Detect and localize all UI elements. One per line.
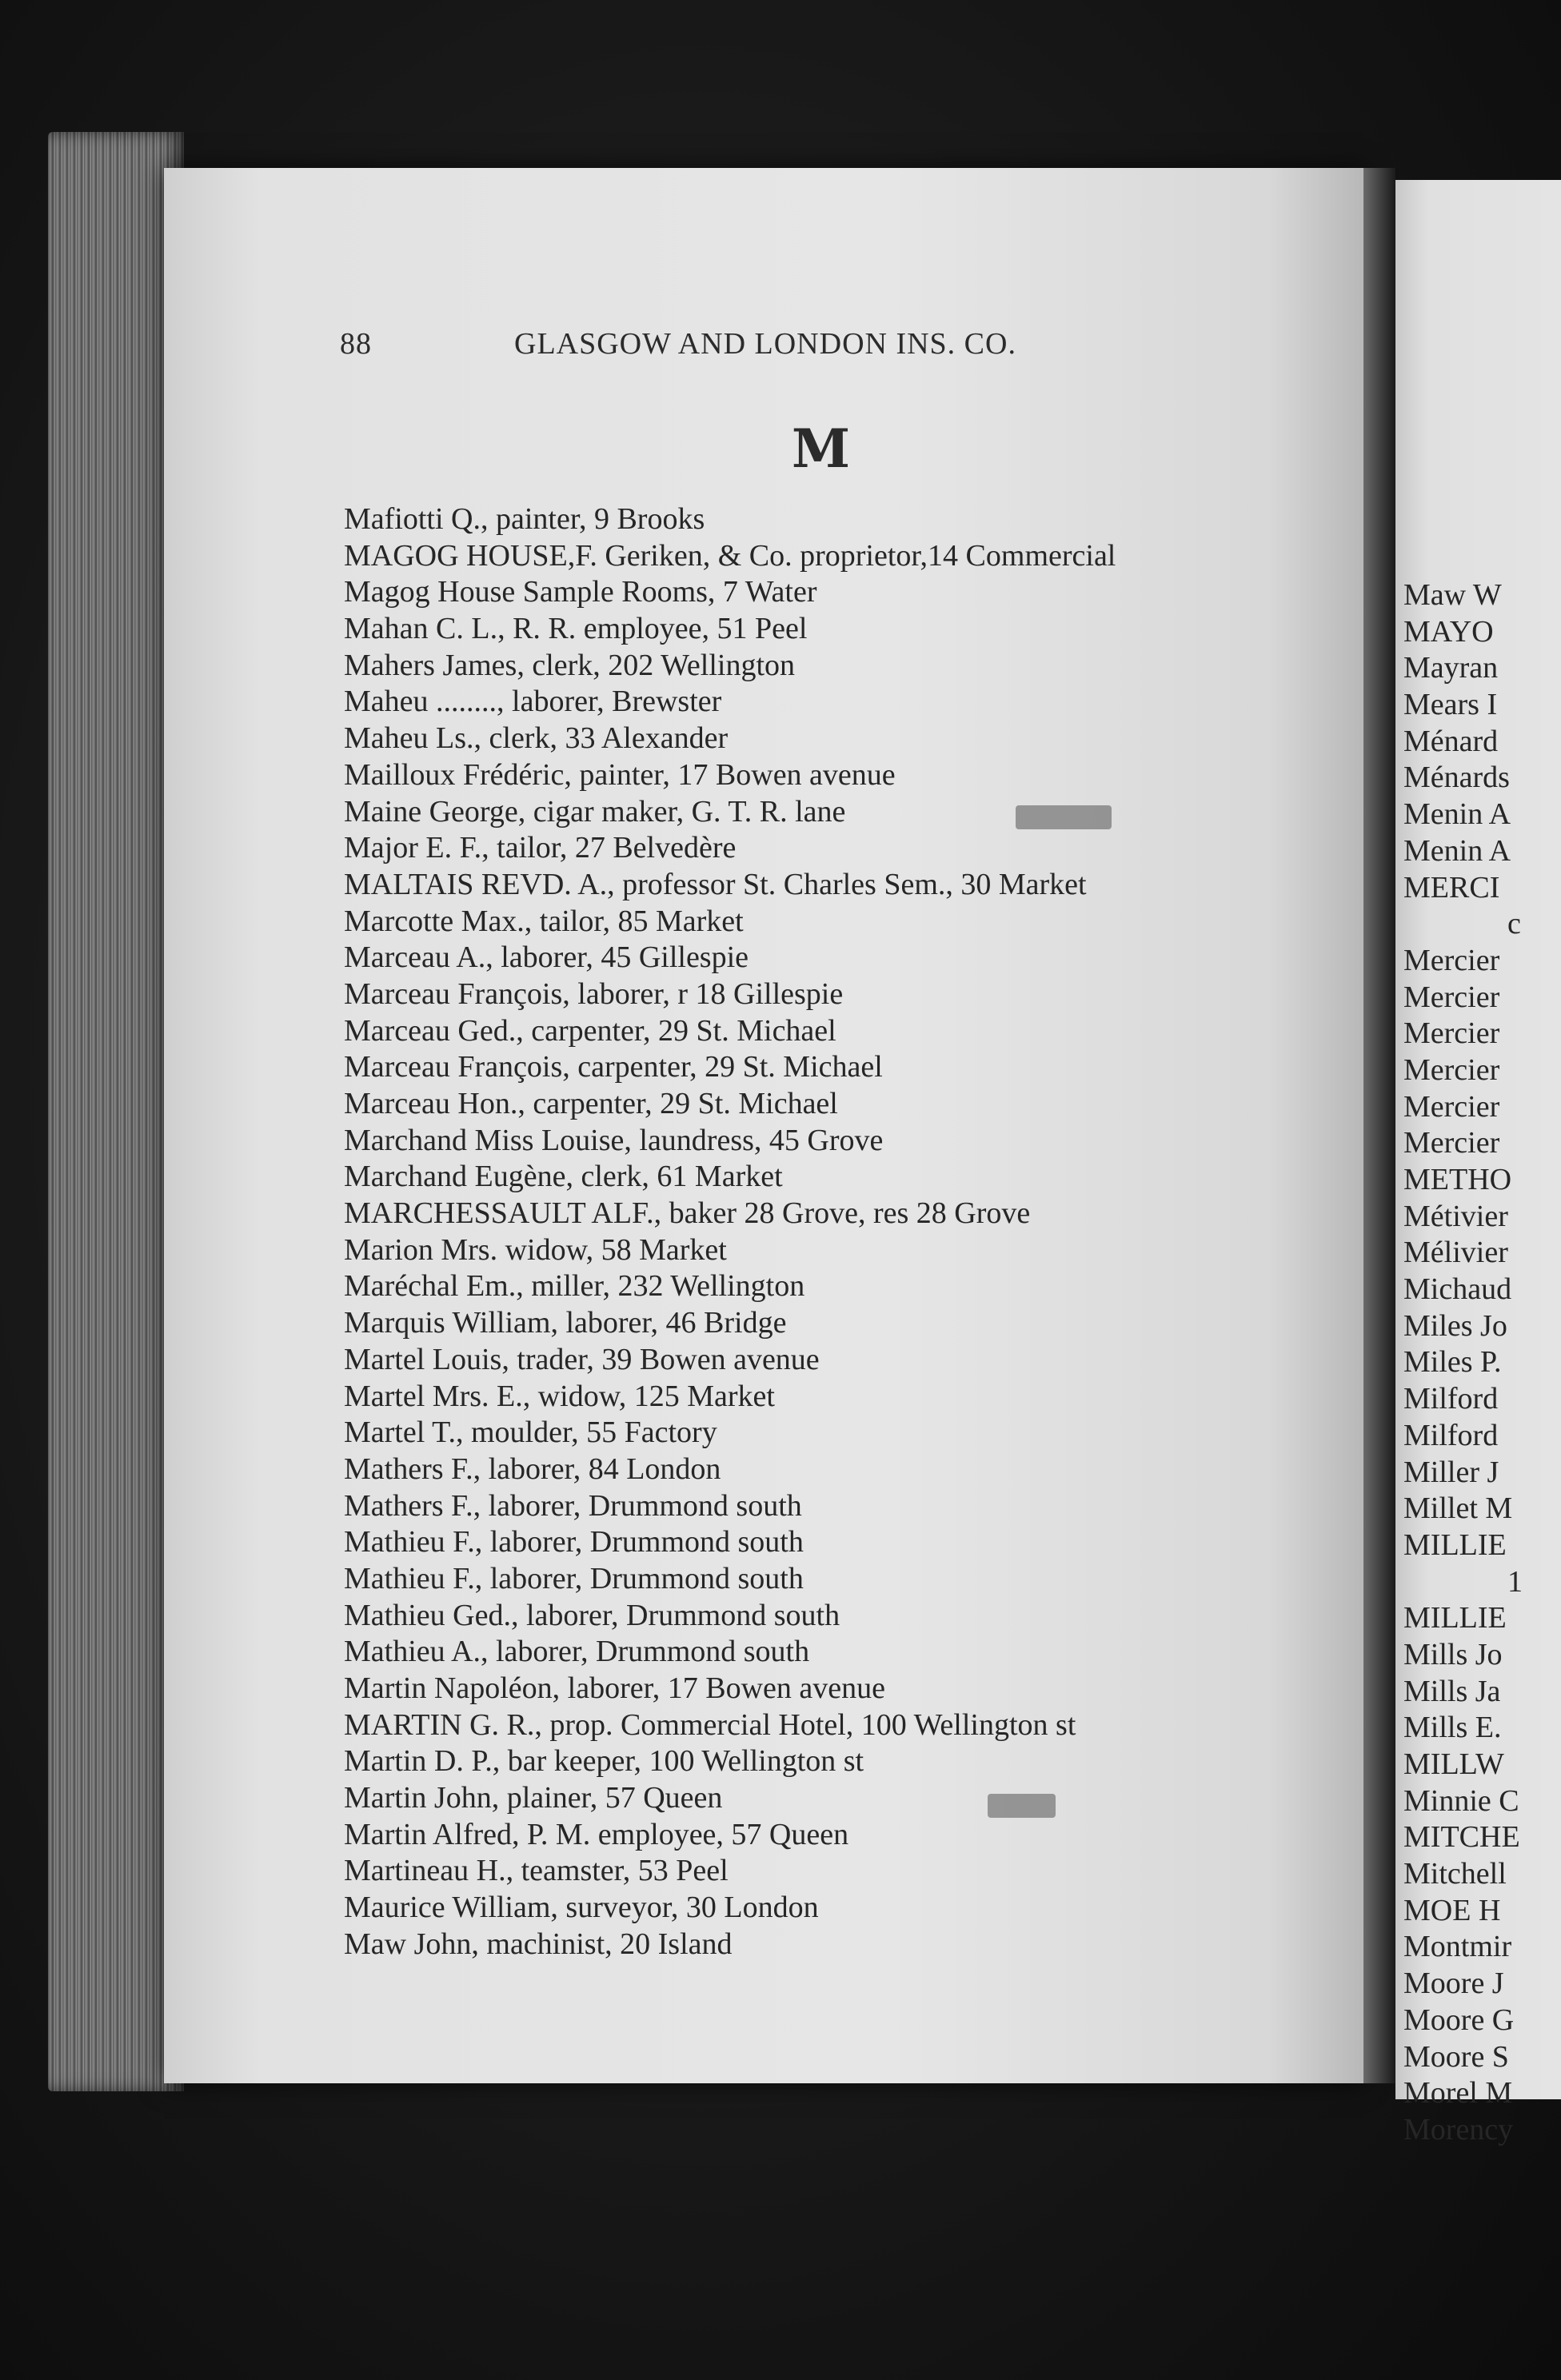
right-page-entry-fragment: METHO — [1403, 1163, 1512, 1196]
directory-entry: Marceau François, carpenter, 29 St. Michael — [344, 1050, 883, 1084]
right-page-entry-fragment: MITCHE — [1403, 1820, 1520, 1855]
right-page-entry-fragment: MILLW — [1403, 1747, 1504, 1781]
right-page-entry-fragment: Mercier — [1403, 1126, 1500, 1160]
directory-entry: Mathers F., laborer, Drummond south — [344, 1488, 802, 1523]
directory-entry: Maine George, cigar maker, G. T. R. lane — [344, 794, 846, 829]
right-page-entry-fragment: Mercier — [1403, 943, 1500, 977]
directory-entry: Mathieu F., laborer, Drummond south — [344, 1561, 804, 1595]
directory-entry: Marquis William, laborer, 46 Bridge — [344, 1306, 787, 1340]
right-page-entry-fragment: Michaud — [1403, 1272, 1512, 1307]
directory-entry: Marceau Ged., carpenter, 29 St. Michael — [344, 1013, 836, 1048]
right-page-entry-fragment: Moore G — [1403, 2003, 1515, 2037]
directory-entry: Maurice William, surveyor, 30 London — [344, 1891, 819, 1925]
right-page-entry-fragment: Mitchell — [1403, 1857, 1507, 1891]
directory-entry: Maheu ........, laborer, Brewster — [344, 685, 722, 719]
right-page-entry-fragment: Moore J — [1403, 1967, 1504, 2001]
right-page-entries — [1403, 577, 1523, 2149]
right-page-entry-fragment: Milford — [1403, 1382, 1499, 1416]
directory-entry: Marchand Eugène, clerk, 61 Market — [344, 1160, 783, 1194]
page-number: 88 — [340, 327, 372, 361]
book-gutter — [1363, 168, 1395, 2083]
right-page-entry-fragment: 1 — [1507, 1564, 1523, 1599]
right-page-entry-fragment: Mayran — [1403, 651, 1499, 685]
right-page-entry-fragment: Miller J — [1403, 1455, 1499, 1489]
right-page-entry-fragment: MOE H — [1403, 1893, 1501, 1927]
ink-smudge — [988, 1794, 1056, 1818]
right-page-entry-fragment: MERCI — [1403, 870, 1500, 904]
directory-entry: MAGOG HOUSE,F. Geriken, & Co. proprietor,14 Commercial — [344, 538, 1116, 573]
directory-entry: Maheu Ls., clerk, 33 Alexander — [344, 721, 729, 756]
right-page-entry-fragment: Mears I — [1403, 688, 1498, 722]
directory-entry: Martel Mrs. E., widow, 125 Market — [344, 1379, 775, 1413]
ink-smudge — [1016, 805, 1112, 829]
running-header — [340, 326, 1140, 366]
directory-entry: Martin Napoléon, laborer, 17 Bowen avenue — [344, 1671, 885, 1705]
directory-entry: Marcotte Max., tailor, 85 Market — [344, 904, 744, 938]
directory-entry: Marceau A., laborer, 45 Gillespie — [344, 940, 749, 975]
right-page-entry-fragment: Menin A — [1403, 833, 1511, 868]
right-page-entry-fragment: Moore S — [1403, 2039, 1509, 2074]
right-page-entry-fragment: Mills E. — [1403, 1711, 1502, 1745]
directory-entry: Mathieu A., laborer, Drummond south — [344, 1635, 810, 1669]
directory-entry: Martin D. P., bar keeper, 100 Wellington st — [344, 1744, 864, 1779]
right-page-entry-fragment: Montmir — [1403, 1930, 1512, 1964]
right-page-entry-fragment: Morel M — [1403, 2076, 1513, 2110]
right-page-entry-fragment: Mills Ja — [1403, 1674, 1501, 1708]
directory-entry: Mathieu Ged., laborer, Drummond south — [344, 1598, 840, 1632]
directory-entry: Marceau François, laborer, r 18 Gillespie — [344, 976, 844, 1011]
right-page-entry-fragment: Mélivier — [1403, 1236, 1508, 1270]
directory-entry: Martin John, plainer, 57 Queen — [344, 1781, 723, 1815]
directory-entry: Mahers James, clerk, 202 Wellington — [344, 648, 796, 682]
directory-entry: Marchand Miss Louise, laundress, 45 Grove — [344, 1123, 884, 1157]
directory-entry: Mafiotti Q., painter, 9 Brooks — [344, 502, 705, 536]
right-page-entry-fragment: Mercier — [1403, 980, 1500, 1014]
directory-entry: Mailloux Frédéric, painter, 17 Bowen avenue — [344, 757, 896, 792]
right-page-entry-fragment: Morency — [1403, 2112, 1514, 2146]
section-letter: M — [792, 417, 851, 480]
directory-entry: MARCHESSAULT ALF., baker 28 Grove, res 28 Grove — [344, 1196, 1031, 1231]
right-page-entry-fragment: MILLIE — [1403, 1601, 1507, 1635]
directory-entry: Major E. F., tailor, 27 Belvedère — [344, 831, 737, 865]
right-page — [1395, 180, 1561, 2146]
right-page-entry-fragment: c — [1507, 907, 1521, 941]
directory-entry: Martel T., moulder, 55 Factory — [344, 1416, 717, 1450]
directory-entry: Magog House Sample Rooms, 7 Water — [344, 575, 817, 609]
right-page-entry-fragment: Miles Jo — [1403, 1308, 1507, 1343]
right-page-entry-fragment: Ménard — [1403, 724, 1499, 758]
directory-entry: Marion Mrs. widow, 58 Market — [344, 1232, 727, 1267]
directory-entry: Marceau Hon., carpenter, 29 St. Michael — [344, 1087, 838, 1120]
right-page-entry-fragment: Ménards — [1403, 761, 1510, 795]
right-page-entry-fragment: MAYO — [1403, 614, 1494, 649]
directory-entry: Mathers F., laborer, 84 London — [344, 1452, 721, 1486]
right-page-entry-fragment: Mercier — [1403, 1016, 1500, 1051]
directory-entry: Martineau H., teamster, 53 Peel — [344, 1854, 729, 1888]
directory-entry: MARTIN G. R., prop. Commercial Hotel, 100 Wellington st — [344, 1707, 1076, 1742]
directory-entry: Martel Louis, trader, 39 Bowen avenue — [344, 1342, 820, 1376]
running-title: GLASGOW AND LONDON INS. CO. — [514, 327, 1016, 361]
directory-entry: Mahan C. L., R. R. employee, 51 Peel — [344, 612, 808, 646]
directory-entry: Maréchal Em., miller, 232 Wellington — [344, 1269, 805, 1304]
right-page-entry-fragment: Mills Jo — [1403, 1637, 1503, 1671]
right-page-entry-fragment: Menin A — [1403, 797, 1511, 832]
right-page-entry-fragment: Miles P. — [1403, 1345, 1502, 1380]
right-page-entry-fragment: Maw W — [1403, 578, 1502, 612]
right-page-entry-fragment: Milford — [1403, 1418, 1499, 1452]
directory-entry: MALTAIS REVD. A., professor St. Charles Sem., 30 Market — [344, 867, 1087, 901]
directory-entry: Mathieu F., laborer, Drummond south — [344, 1525, 804, 1559]
directory-entry: Martin Alfred, P. M. employee, 57 Queen — [344, 1817, 849, 1851]
right-page-entry-fragment: Mercier — [1403, 1089, 1500, 1124]
directory-entry: Maw John, machinist, 20 Island — [344, 1927, 733, 1961]
right-page-entry-fragment: MILLIE — [1403, 1527, 1507, 1562]
directory-entries — [344, 501, 1351, 1963]
right-page-entry-fragment: Minnie C — [1403, 1783, 1519, 1818]
right-page-entry-fragment: Mercier — [1403, 1052, 1500, 1087]
right-page-entry-fragment: Métivier — [1403, 1199, 1508, 1233]
right-page-entry-fragment: Millet M — [1403, 1491, 1513, 1526]
